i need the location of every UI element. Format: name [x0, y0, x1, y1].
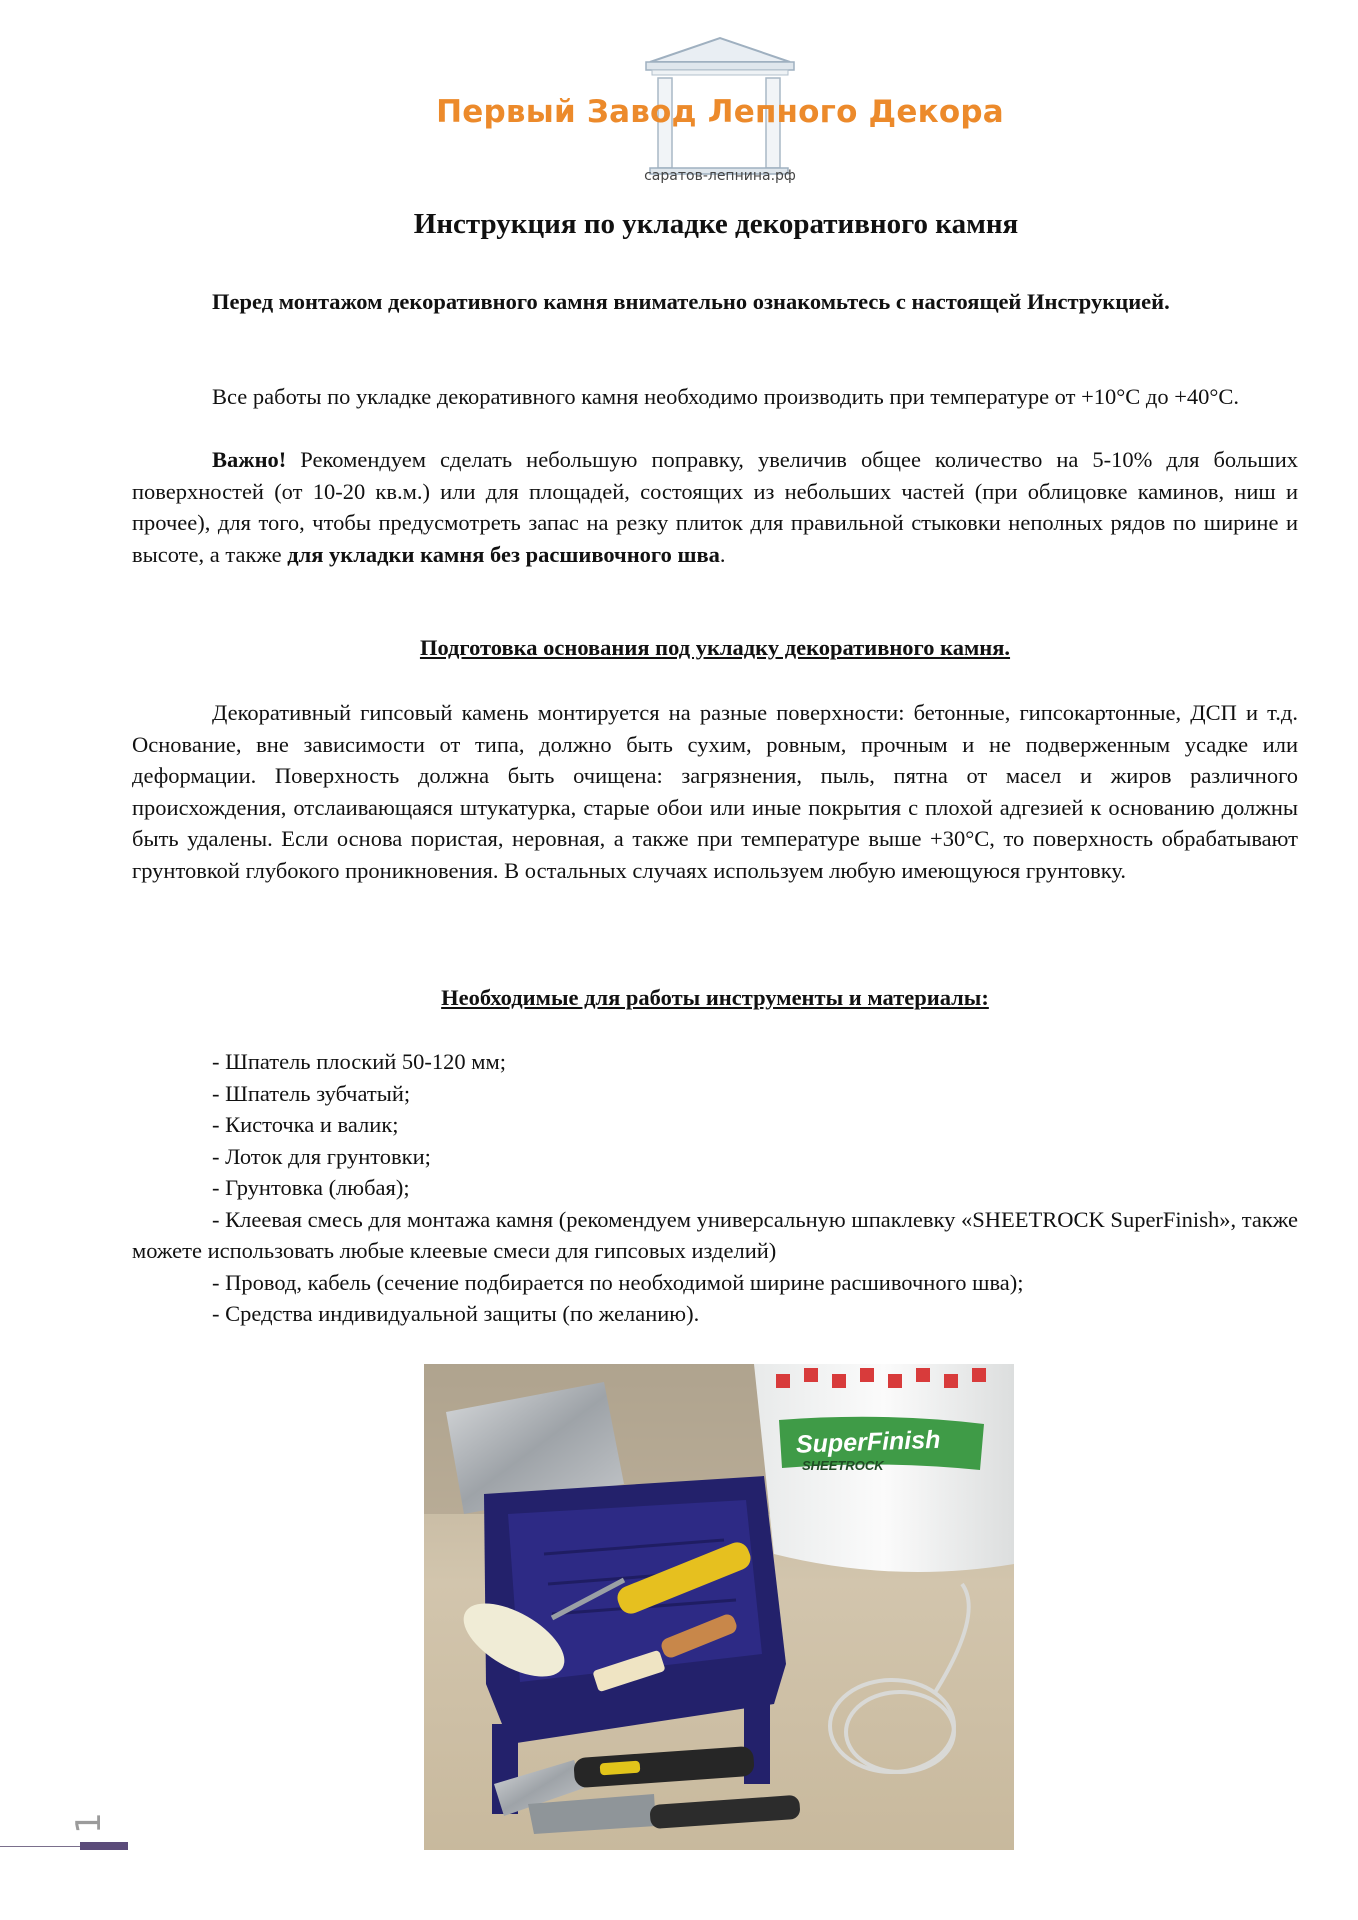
- tools-list: [132, 1046, 1298, 1330]
- bucket-brand-label: SuperFinish: [795, 1425, 941, 1459]
- important-bold-end: для укладки камня без расшивочного шва: [287, 541, 720, 567]
- list-item: - Грунтовка (любая);: [212, 1175, 410, 1200]
- intro-bold-text: Перед монтажом декоративного камня внимательно ознакомьтесь с настоящей Инструкцией.: [212, 289, 1170, 314]
- section-heading-preparation: Подготовка основания под укладку декоративного камня.: [419, 635, 1011, 660]
- list-item: - Кисточка и валик;: [212, 1112, 399, 1137]
- logo-website: саратов-лепнина.рф: [644, 168, 796, 184]
- list-item: - Средства индивидуальной защиты (по желанию).: [212, 1301, 700, 1326]
- company-logo: [420, 34, 1020, 194]
- logo-company-name: Первый Завод Лепного Декора: [436, 94, 1004, 130]
- important-label: Важно!: [212, 447, 287, 472]
- temperature-paragraph: Все работы по укладке декоративного камня необходимо производить при температуре от +10°С до +40°С.: [212, 384, 1240, 409]
- list-item: - Лоток для грунтовки;: [212, 1143, 431, 1169]
- list-item: - Шпатель плоский 50-120 мм;: [212, 1049, 506, 1074]
- important-text: Рекомендуем сделать небольшую поправку, увеличив общее количество на 5-10% для больших поверхностей (от 10-20 кв.м.) или для площадей, состоящих из небольших частей (при облицовке каминов, ниш и прочее), для того, чтобы предусмотреть запас на резку плиток для правильной стыковки неполных рядов по ширине и высоте, а также: [132, 447, 1298, 567]
- intro-paragraph: [132, 286, 1298, 318]
- section-heading-tools: Необходимые для работы инструменты и материалы:: [441, 985, 989, 1010]
- list-item: - Шпатель зубчатый;: [212, 1080, 411, 1106]
- page-number: 1: [68, 1812, 109, 1834]
- footer-divider: [0, 1846, 80, 1847]
- page-title: Инструкция по укладке декоративного камня: [413, 208, 1019, 240]
- preparation-paragraph: Декоративный гипсовый камень монтируется на разные поверхности: бетонные, гипсокартонные, ДСП и т.д. Основание, вне зависимости от типа, должно быть сухим, ровным, прочным и не подверженным усадке или деформации. Поверхность должна быть очищена: загрязнения, пыль, пятна от масел и жиров различного происхождения, отслаивающаяся штукатурка, старые обои или иные покрытия с плохой адгезией к основанию должны быть удалены. Если основа пористая, неровная, а также при температуре выше +30°С, то поверхность обрабатывают грунтовкой глубокого проникновения. В остальных случаях используем любую имеющуюся грунтовку.: [132, 700, 1298, 883]
- footer-accent-bar: [80, 1842, 128, 1850]
- tools-photo-illustration: [424, 1364, 1014, 1850]
- list-item: - Провод, кабель (сечение подбирается по необходимой ширине расшивочного шва);: [212, 1269, 1024, 1295]
- important-end: .: [719, 541, 726, 567]
- important-paragraph: [132, 444, 1298, 570]
- bucket-sub-label: SHEETROCK: [802, 1458, 884, 1473]
- list-item: - Клеевая смесь для монтажа камня (рекомендуем универсальную шпаклевку «SHEETROCK SuperFinish», также можете использовать любые клеевые смеси для гипсовых изделий): [132, 1206, 1298, 1263]
- tools-photo: [424, 1364, 1014, 1850]
